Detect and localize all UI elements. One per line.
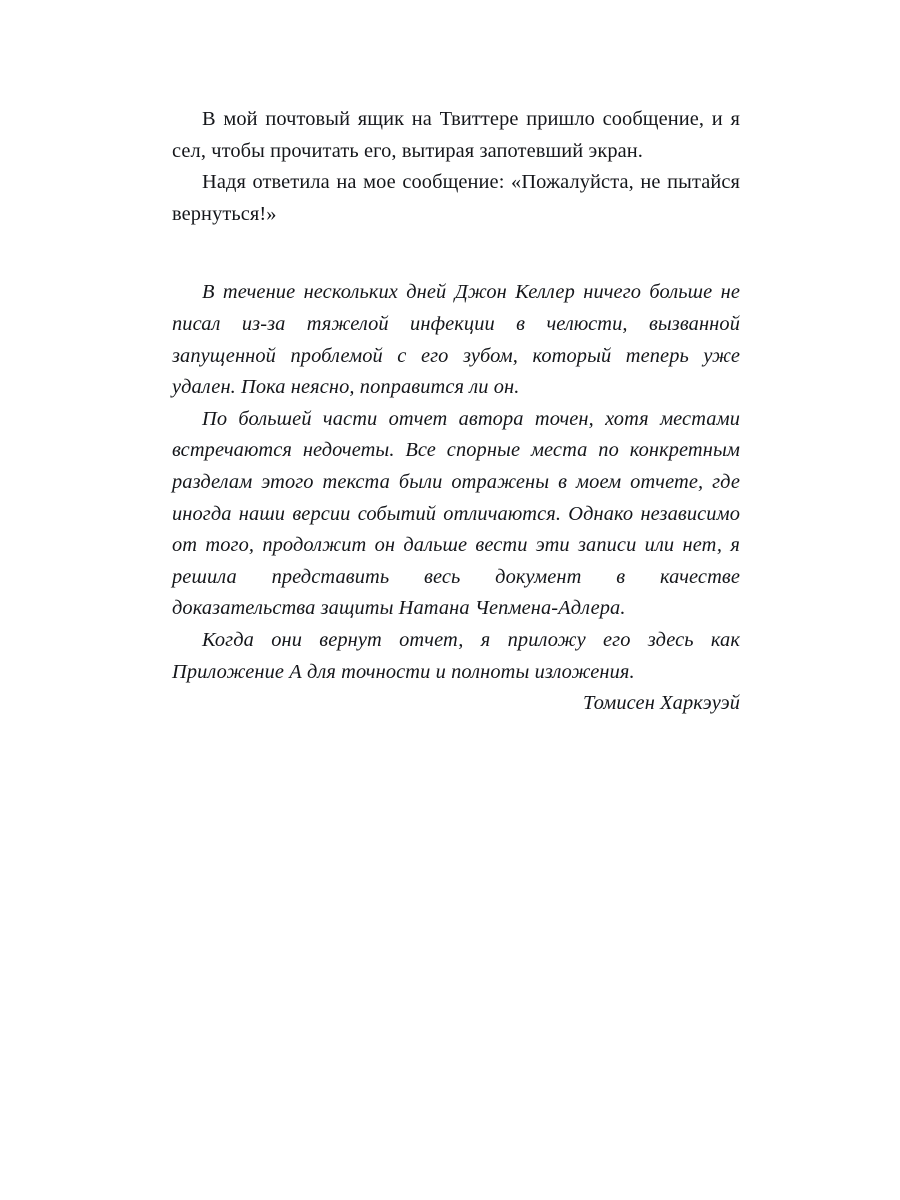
paragraph-5: Когда они вернут отчет, я приложу его здесь как Приложение А для точности и полноты изложения. xyxy=(172,628,740,683)
paragraph-3: В течение нескольких дней Джон Келлер ничего больше не писал из-за тяжелой инфекции в челюсти, вызванной запущенной проблемой с его зубом, который теперь уже удален. Пока неясно, поправится ли он. xyxy=(172,281,740,399)
paragraph-4: По большей части отчет автора точен, хотя местами встречаются недочеты. Все спорные места по конкретным разделам этого текста были отражены в моем отчете, где иногда наши версии событий отличаются. Однако независимо от того, продолжит он дальше вести эти записи или нет, я решила представить весь документ в качестве доказательства защиты Натана Чепмена-Адлера. xyxy=(172,407,740,620)
paragraph-1: В мой почтовый ящик на Твиттере пришло сообщение, и я сел, чтобы прочитать его, вытирая запотевший экран. xyxy=(172,108,740,162)
signature-line: Томисен Харкэуэй xyxy=(583,692,740,715)
paragraph-2: Надя ответила на мое сообщение: «Пожалуйста, не пытайся вернуться!» xyxy=(172,171,740,225)
section-break xyxy=(172,230,740,277)
page-text-block xyxy=(172,104,740,720)
